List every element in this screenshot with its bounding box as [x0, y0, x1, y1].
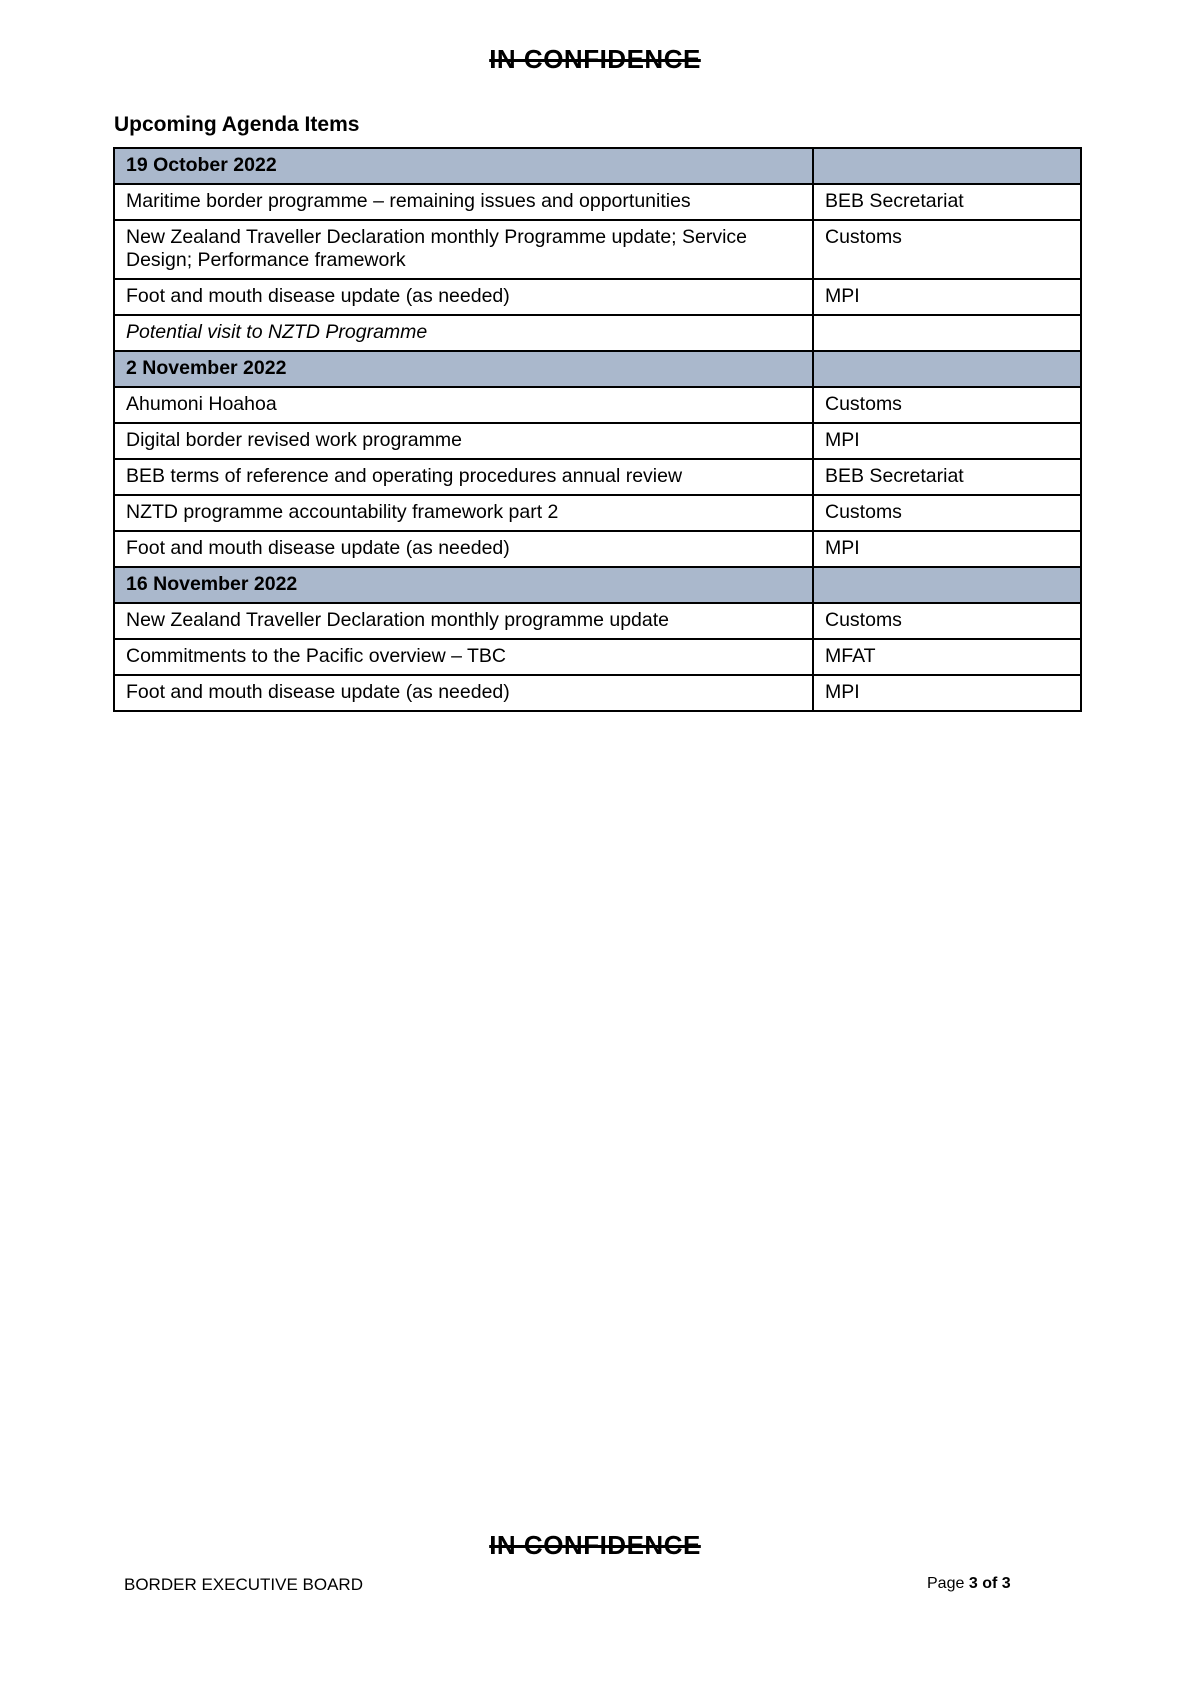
table-row	[114, 220, 1081, 279]
date-row	[114, 351, 1081, 387]
table-row	[114, 675, 1081, 711]
table-row	[114, 495, 1081, 531]
agenda-item-cell: NZTD programme accountability framework part 2	[114, 495, 813, 531]
agenda-table	[113, 147, 1082, 712]
table-row	[114, 531, 1081, 567]
agenda-item-cell: BEB terms of reference and operating procedures annual review	[114, 459, 813, 495]
agenda-item-cell: Foot and mouth disease update (as needed)	[114, 279, 813, 315]
agenda-owner-cell: MPI	[813, 423, 1081, 459]
page-label: Page	[927, 1575, 965, 1592]
table-row	[114, 315, 1081, 351]
agenda-owner-cell: MPI	[813, 675, 1081, 711]
page-of: of	[982, 1575, 998, 1592]
classification-footer: IN CONFIDENCE	[489, 1530, 701, 1560]
agenda-item-cell: Digital border revised work programme	[114, 423, 813, 459]
agenda-owner-cell: MFAT	[813, 639, 1081, 675]
date-cell: 16 November 2022	[114, 567, 813, 603]
agenda-owner-cell	[813, 315, 1081, 351]
date-owner-cell	[813, 351, 1081, 387]
agenda-item-cell: Commitments to the Pacific overview – TBC	[114, 639, 813, 675]
table-row	[114, 184, 1081, 220]
date-cell: 19 October 2022	[114, 148, 813, 184]
date-row	[114, 567, 1081, 603]
table-row	[114, 279, 1081, 315]
agenda-item-cell: New Zealand Traveller Declaration monthly programme update	[114, 603, 813, 639]
date-row	[114, 148, 1081, 184]
agenda-owner-cell: MPI	[813, 279, 1081, 315]
agenda-owner-cell: BEB Secretariat	[813, 184, 1081, 220]
agenda-item-cell: Foot and mouth disease update (as needed)	[114, 675, 813, 711]
page-current: 3	[968, 1575, 978, 1592]
agenda-owner-cell: Customs	[813, 220, 1081, 279]
page-total: 3	[1001, 1575, 1011, 1592]
page-number	[927, 1575, 1011, 1593]
date-cell: 2 November 2022	[114, 351, 813, 387]
agenda-item-cell: Maritime border programme – remaining issues and opportunities	[114, 184, 813, 220]
agenda-item-cell: Ahumoni Hoahoa	[114, 387, 813, 423]
table-row	[114, 423, 1081, 459]
table-row	[114, 459, 1081, 495]
table-row	[114, 603, 1081, 639]
agenda-item-cell: Foot and mouth disease update (as needed)	[114, 531, 813, 567]
date-owner-cell	[813, 567, 1081, 603]
table-row	[114, 387, 1081, 423]
agenda-owner-cell: BEB Secretariat	[813, 459, 1081, 495]
agenda-owner-cell: Customs	[813, 495, 1081, 531]
classification-header: IN CONFIDENCE	[489, 44, 701, 74]
agenda-item-cell: Potential visit to NZTD Programme	[114, 315, 813, 351]
date-owner-cell	[813, 148, 1081, 184]
table-row	[114, 639, 1081, 675]
agenda-item-cell: New Zealand Traveller Declaration monthly Programme update; Service Design; Performance framework	[114, 220, 813, 279]
agenda-owner-cell: MPI	[813, 531, 1081, 567]
footer-organisation: BORDER EXECUTIVE BOARD	[124, 1575, 363, 1594]
section-heading: Upcoming Agenda Items	[114, 113, 360, 136]
agenda-owner-cell: Customs	[813, 603, 1081, 639]
agenda-owner-cell: Customs	[813, 387, 1081, 423]
